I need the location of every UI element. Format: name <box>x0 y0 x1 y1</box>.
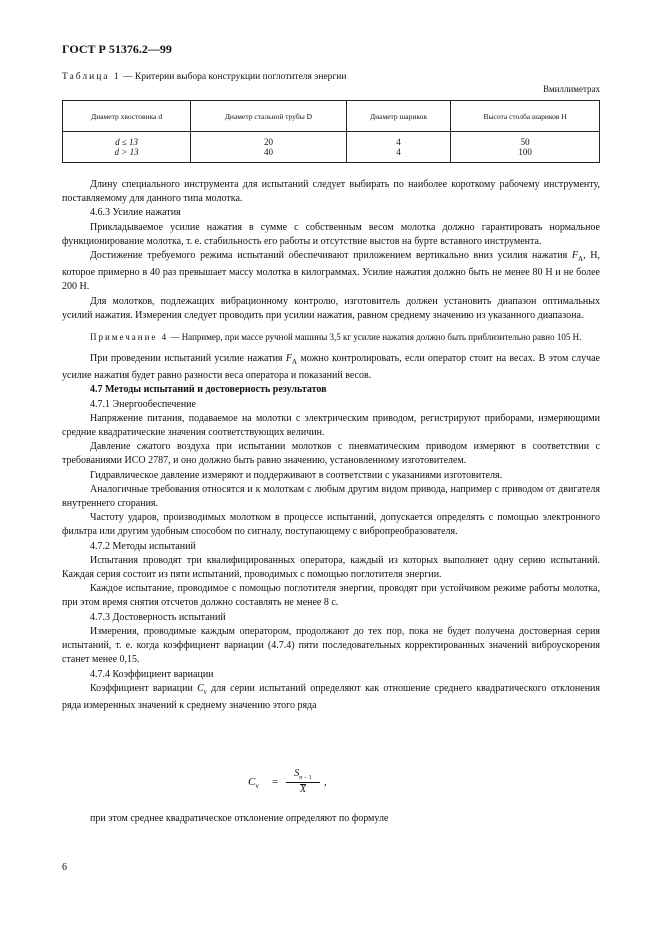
text-run: Коэффициент вариации <box>90 682 198 694</box>
table-cell <box>63 132 191 163</box>
note <box>62 331 600 344</box>
table-header-cell: Диаметр хвостовика d <box>63 101 191 132</box>
paragraph <box>62 682 600 713</box>
paragraph: Длину специального инструмента для испытаний следует выбирать по наиболее короткому рабочему инструменту, поставляемому для данного типа молотка. <box>62 179 600 205</box>
table-cell-value: 50 <box>520 137 530 147</box>
paragraph: Испытания проводят три квалифицированных оператора, каждый из которых выполняет одну серию испытаний. Каждая серия состоит из пяти испытаний, проводимых с помощью поглотителя энергии. <box>62 554 600 581</box>
text-run: для серии испытаний определяют как отношение среднего квадратического отклонения ряда измеренных значений к среднему значению этого ряда <box>62 682 600 711</box>
symbol-subscript: v <box>203 687 207 696</box>
table-units: Вмиллиметрах <box>542 84 600 94</box>
formula-comma: , <box>324 776 327 788</box>
table-cell-value: 20 <box>263 137 273 147</box>
table-header-cell: Диаметр шариков <box>346 101 450 132</box>
formula-denominator <box>286 784 320 795</box>
formula-subscript: n − 1 <box>299 775 312 781</box>
formula-equals: = <box>272 776 279 788</box>
table-cell-value: d ≤ 13 <box>115 137 139 147</box>
table-header-row <box>63 101 600 132</box>
table-cell <box>451 132 600 163</box>
table-caption <box>62 72 346 82</box>
symbol-subscript: A <box>578 255 584 264</box>
paragraph: Аналогичные требования относятся и к молоткам с любым другим видом привода, например с приводом от двигателя внутреннего сгорания. <box>62 483 600 510</box>
table-cell-value: d > 13 <box>114 147 139 157</box>
formula-symbol: S <box>294 768 300 779</box>
section-heading: 4.7.4 Коэффициент вариации <box>90 668 214 680</box>
text-run: , Н, которое примерно в 40 раз превышает массу молотка в килограммах. Усилие нажатия должно быть не менее 80 Н и не более 200 Н. <box>62 250 600 293</box>
table-header-cell: Диаметр стальной трубы D <box>191 101 347 132</box>
note-text: — Например, при массе ручной машины 3,5 кг усилие нажатия должно быть приблизительно равно 105 Н. <box>168 332 582 343</box>
note-label: Примечание 4 <box>90 332 169 343</box>
table-cell-value: 4 <box>396 137 401 147</box>
text-run: При проведении испытаний усилие нажатия <box>90 353 286 365</box>
formula-fraction <box>286 768 320 795</box>
page-number: 6 <box>62 862 67 873</box>
symbol: C <box>197 682 204 694</box>
section-heading: 4.6.3 Усилие нажатия <box>90 207 181 219</box>
formula-lhs <box>248 776 259 790</box>
formula-numerator <box>286 768 320 781</box>
formula-subscript: v <box>255 782 259 791</box>
paragraph: Измерения, проводимые каждым оператором, продолжают до тех пор, пока не будет получена достоверная серия испытаний, т. е. когда коэффициент вариации (4.7.4) пяти последовательных корректированных значений виброускорения станет менее 0,15. <box>62 625 600 666</box>
symbol-subscript: A <box>292 358 298 367</box>
table-header-cell: Высота столба шариков H <box>451 101 600 132</box>
symbol: F <box>285 353 292 365</box>
formula-symbol: X <box>299 784 307 795</box>
formula-symbol: C <box>248 776 256 788</box>
fraction-bar <box>286 782 320 783</box>
table-caption-text: — Критерии выбора конструкции поглотителя энергии <box>120 72 347 82</box>
paragraph <box>62 249 600 295</box>
section-heading: 4.7.3 Достоверность испытаний <box>90 611 226 623</box>
text-run: Достижение требуемого режима испытаний обеспечивают приложением вертикально вниз усилия нажатия <box>90 250 572 262</box>
coefficient-formula <box>248 768 368 808</box>
section-heading: 4.7.2 Методы испытаний <box>90 540 196 552</box>
body-text <box>62 178 600 713</box>
paragraph: Частоту ударов, производимых молотком в процессе испытаний, допускается определять с помощью электронного фильтра или другим удобным способом по сигналу, поступающему с вибропреобразователя. <box>62 512 600 538</box>
section-heading: 4.7.1 Энергообеспечение <box>90 398 196 410</box>
table-cell-value: 4 <box>396 147 401 157</box>
paragraph: Напряжение питания, подаваемое на молотки с электрическим приводом, регистрируют приборами, измеряющими средние квадратические значения соответствующих величин. <box>62 412 600 439</box>
criteria-table <box>62 100 600 163</box>
symbol: F <box>571 250 579 262</box>
document-header: ГОСТ Р 51376.2—99 <box>62 42 172 56</box>
table-caption-label: Таблица 1 <box>62 72 121 82</box>
paragraph: Для молотков, подлежащих вибрационному контролю, изготовитель должен установить диапазон оптимальных усилий нажатия. Измерения следует проводить при усилии нажатия, равном среднему значению из указанного диапазона. <box>62 295 600 321</box>
table-cell <box>191 132 347 163</box>
table-row <box>63 132 600 163</box>
paragraph: Гидравлическое давление измеряют и поддерживают в соответствии с указаниями изготовителя. <box>90 469 503 481</box>
table-cell-value: 100 <box>518 147 532 157</box>
paragraph: Каждое испытание, проводимое с помощью поглотителя энергии, проводят при устойчивом режиме работы молотка, при этом время снятия отсчетов должно составлять не менее 8 с. <box>62 583 600 609</box>
paragraph: при этом среднее квадратическое отклонение определяют по формуле <box>90 813 389 824</box>
paragraph: Прикладываемое усилие нажатия в сумме с собственным весом молотка должно гарантировать нормальное функционирование молотка, т. е. стабильность его работы и отсутствие выстов на бурте вставного инструмента. <box>62 221 600 247</box>
table-cell-value: 40 <box>263 147 273 157</box>
paragraph <box>62 352 600 383</box>
text-run: можно контролировать, если оператор стоит на весах. В этом случае усилие нажатия будет равно разности веса оператора и показаний весов. <box>62 353 600 382</box>
table-cell <box>346 132 450 163</box>
paragraph: Давление сжатого воздуха при испытании молотков с пневматическим приводом измеряют в соответствии с требованиями ИСО 2787, и оно должно быть равно значению, установленному изготовителем. <box>62 441 600 467</box>
section-heading: 4.7 Методы испытаний и достоверность результатов <box>90 384 327 396</box>
